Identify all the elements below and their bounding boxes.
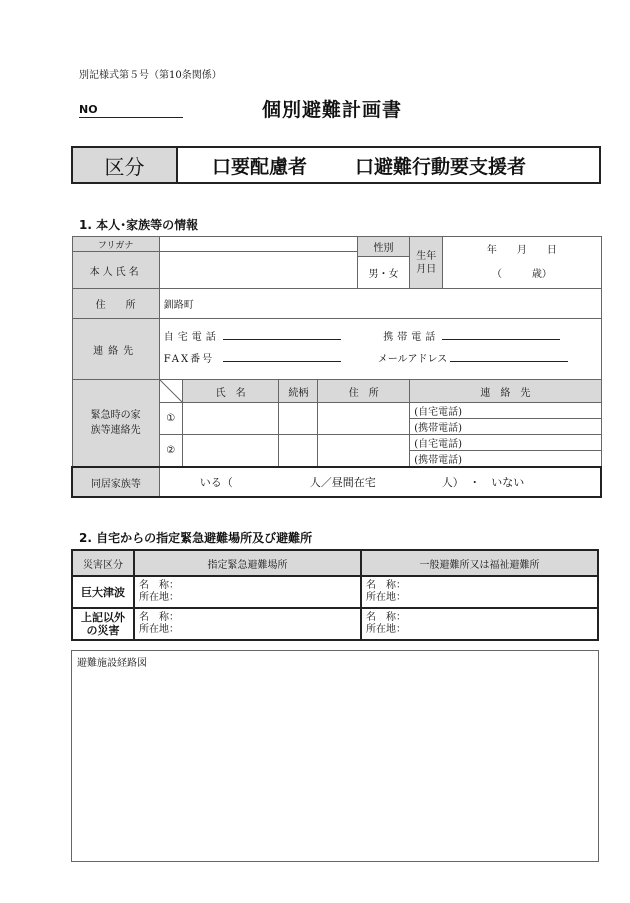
birth-date-text: 年 月 日 xyxy=(486,244,557,256)
name-label: 名 称： xyxy=(366,580,406,591)
emergency-address-field[interactable] xyxy=(318,435,410,468)
emergency-home-phone[interactable]: (自宅電話) xyxy=(410,403,601,419)
section1-heading: 1. 本人･家族等の情報 xyxy=(79,218,199,232)
location-label: 所在地： xyxy=(138,624,179,635)
option-evacuation-support[interactable]: 口避難行動要支援者 xyxy=(355,155,527,178)
no-label: NO xyxy=(79,103,98,116)
category-label: 区分 xyxy=(73,148,178,182)
col-address: 住 所 xyxy=(318,380,410,403)
email-label: メールアドレス xyxy=(377,354,448,365)
row-number: ② xyxy=(159,435,182,468)
personal-info-table xyxy=(71,236,602,498)
name-label: 名 称： xyxy=(138,580,179,591)
diagonal-cell xyxy=(159,380,182,403)
form-reference: 別記様式第５号（第10条関係） xyxy=(79,70,222,81)
contact-label: 連絡先 xyxy=(72,319,159,380)
disaster-other: 上記以外の災害 xyxy=(72,608,134,640)
col-emergency-site: 指定緊急避難場所 xyxy=(134,550,361,576)
fax-label: FAX番号 xyxy=(163,354,215,365)
section2-heading: 2. 自宅からの指定緊急避難場所及び避難所 xyxy=(79,531,313,545)
emergency-home-phone[interactable]: (自宅電話) xyxy=(410,435,601,451)
category-options xyxy=(178,148,599,182)
name-label: 本人氏名 xyxy=(72,252,159,289)
name-label: 名 称： xyxy=(138,612,179,623)
address-field[interactable]: 釧路町 xyxy=(159,289,601,319)
emergency-name-field[interactable] xyxy=(182,403,279,435)
route-map-label: 避難施設経路図 xyxy=(77,658,147,669)
option-care-needed[interactable]: 口要配慮者 xyxy=(212,155,308,178)
emergency-mobile-phone[interactable]: (携帯電話) xyxy=(410,419,601,435)
sex-field[interactable]: 男・女 xyxy=(357,257,410,289)
no-field-line[interactable] xyxy=(79,117,183,118)
birth-label: 生年月日 xyxy=(410,237,443,289)
mobile-phone-field[interactable] xyxy=(442,329,560,340)
col-contact: 連 絡 先 xyxy=(410,380,601,403)
name-field[interactable] xyxy=(159,252,357,289)
diagonal-line xyxy=(160,380,182,402)
location-label: 所在地： xyxy=(138,592,179,603)
page-title: 個別避難計画書 xyxy=(262,99,403,121)
disaster-tsunami: 巨大津波 xyxy=(72,576,134,608)
col-name: 氏 名 xyxy=(182,380,279,403)
col-disaster: 災害区分 xyxy=(72,550,134,576)
emergency-site-field[interactable] xyxy=(134,576,361,608)
row-number: ① xyxy=(159,403,182,435)
route-map-area[interactable] xyxy=(71,650,599,862)
sex-label: 性別 xyxy=(357,237,410,257)
birth-field[interactable] xyxy=(443,237,601,289)
mobile-phone-label: 携帯電話 xyxy=(383,332,440,343)
shelter-field[interactable] xyxy=(361,576,598,608)
contact-fields xyxy=(159,319,601,380)
furigana-label: フリガナ xyxy=(72,237,159,252)
household-field[interactable]: いる（ 人／昼間在宅 人） ・ いない xyxy=(159,467,601,497)
furigana-field[interactable] xyxy=(159,237,357,252)
shelter-field[interactable] xyxy=(361,608,598,640)
name-label: 名 称： xyxy=(366,612,406,623)
location-label: 所在地： xyxy=(366,592,406,603)
household-label: 同居家族等 xyxy=(72,467,159,497)
emergency-contact-label: 緊急時の家族等連絡先 xyxy=(72,380,159,468)
emergency-site-field[interactable] xyxy=(134,608,361,640)
fax-field[interactable] xyxy=(223,351,341,362)
evacuation-table xyxy=(71,549,599,641)
col-shelter: 一般避難所又は福祉避難所 xyxy=(361,550,598,576)
emergency-address-field[interactable] xyxy=(318,403,410,435)
home-phone-field[interactable] xyxy=(223,329,341,340)
emergency-relation-field[interactable] xyxy=(279,435,318,468)
location-label: 所在地： xyxy=(366,624,406,635)
emergency-mobile-phone[interactable]: (携帯電話) xyxy=(410,451,601,468)
age-text: （ 歳） xyxy=(491,268,552,280)
home-phone-label: 自宅電話 xyxy=(163,332,220,343)
emergency-name-field[interactable] xyxy=(182,435,279,468)
address-label: 住 所 xyxy=(72,289,159,319)
emergency-relation-field[interactable] xyxy=(279,403,318,435)
col-relation: 続柄 xyxy=(279,380,318,403)
email-field[interactable] xyxy=(450,351,568,362)
category-box xyxy=(71,146,601,184)
